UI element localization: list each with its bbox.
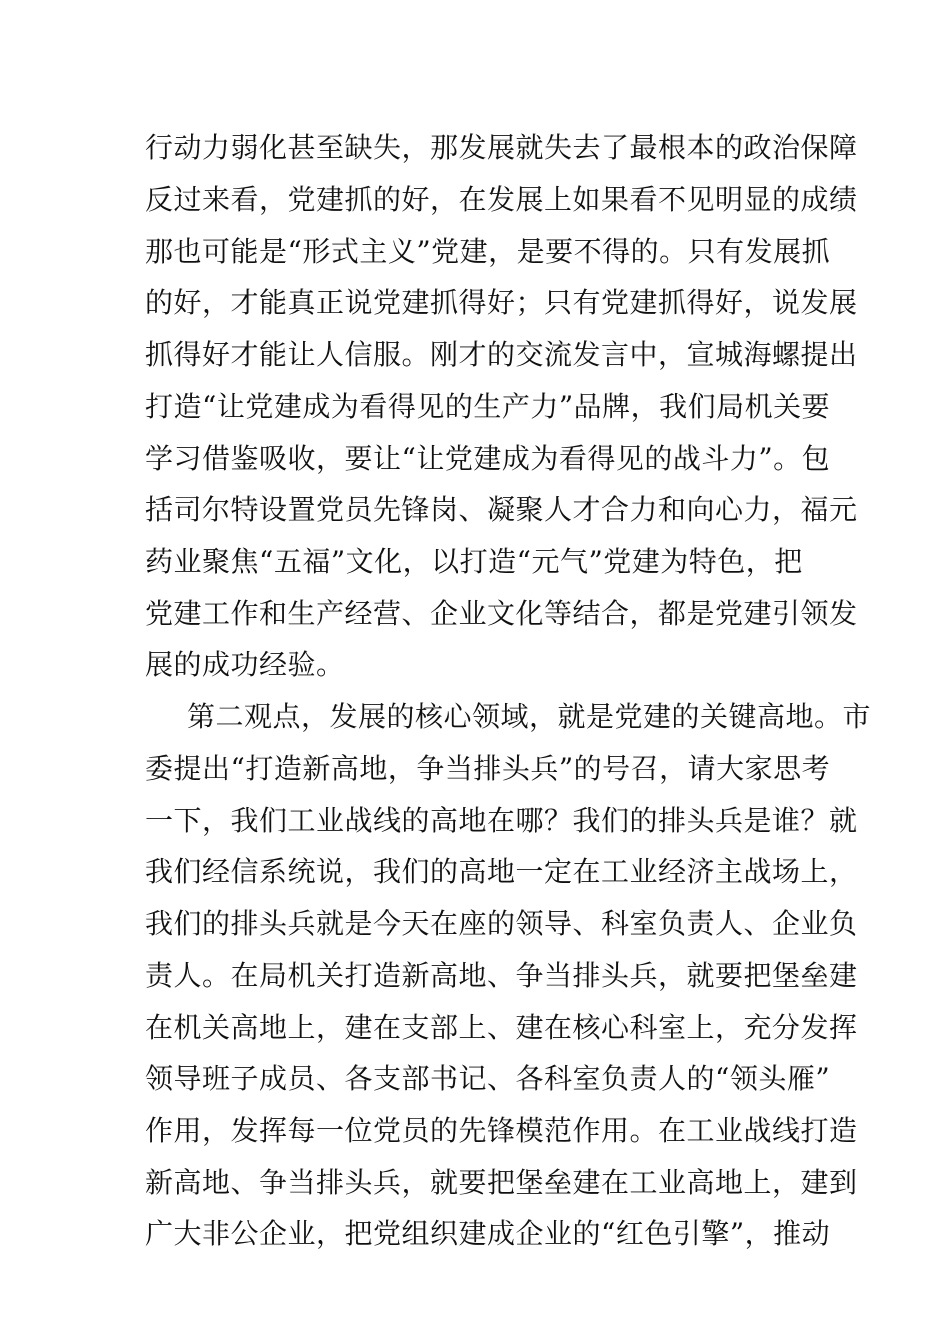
- text-line: 药业聚焦“五福”文化，以打造“元气”党建为特色，把: [145, 545, 803, 578]
- text-line: 行动力弱化甚至缺失，那发展就失去了最根本的政治保障: [145, 131, 858, 164]
- text-line: 展的成功经验。: [145, 648, 345, 681]
- text-line: 党建工作和生产经营、企业文化等结合，都是党建引领发: [145, 597, 858, 630]
- text-line: 作用，发挥每一位党员的先锋模范作用。在工业战线打造: [145, 1114, 858, 1147]
- text-line: 一下，我们工业战线的高地在哪？我们的排头兵是谁？就: [145, 804, 858, 837]
- text-line: 责人。在局机关打造新高地、争当排头兵，就要把堡垒建: [145, 959, 858, 992]
- text-line: 委提出“打造新高地，争当排头兵”的号召，请大家思考: [145, 752, 831, 785]
- text-line: 那也可能是“形式主义”党建，是要不得的。只有发展抓: [145, 235, 831, 268]
- text-line: 在机关高地上，建在支部上、建在核心科室上，充分发挥: [145, 1011, 858, 1044]
- text-line: 打造“让党建成为看得见的生产力”品牌，我们局机关要: [145, 390, 831, 423]
- text-line: 抓得好才能让人信服。刚才的交流发言中，宣城海螺提出: [145, 338, 858, 371]
- text-line: 新高地、争当排头兵，就要把堡垒建在工业高地上，建到: [145, 1166, 858, 1199]
- text-line: 广大非公企业，把党组织建成企业的“红色引擎”，推动: [145, 1217, 831, 1250]
- text-line: 的好，才能真正说党建抓得好；只有党建抓得好，说发展: [145, 286, 858, 319]
- text-line: 我们的排头兵就是今天在座的领导、科室负责人、企业负: [145, 907, 858, 940]
- text-line: 括司尔特设置党员先锋岗、凝聚人才合力和向心力，福元: [145, 493, 858, 526]
- text-line: 学习借鉴吸收，要让“让党建成为看得见的战斗力”。包: [145, 442, 831, 475]
- text-line: 我们经信系统说，我们的高地一定在工业经济主战场上，: [145, 855, 858, 888]
- text-line: 反过来看，党建抓的好，在发展上如果看不见明显的成绩: [145, 183, 858, 216]
- text-line: 领导班子成员、各支部书记、各科室负责人的“领头雁”: [145, 1062, 831, 1095]
- paragraph-first-line: 第二观点，发展的核心领域，就是党建的关键高地。市: [187, 700, 872, 733]
